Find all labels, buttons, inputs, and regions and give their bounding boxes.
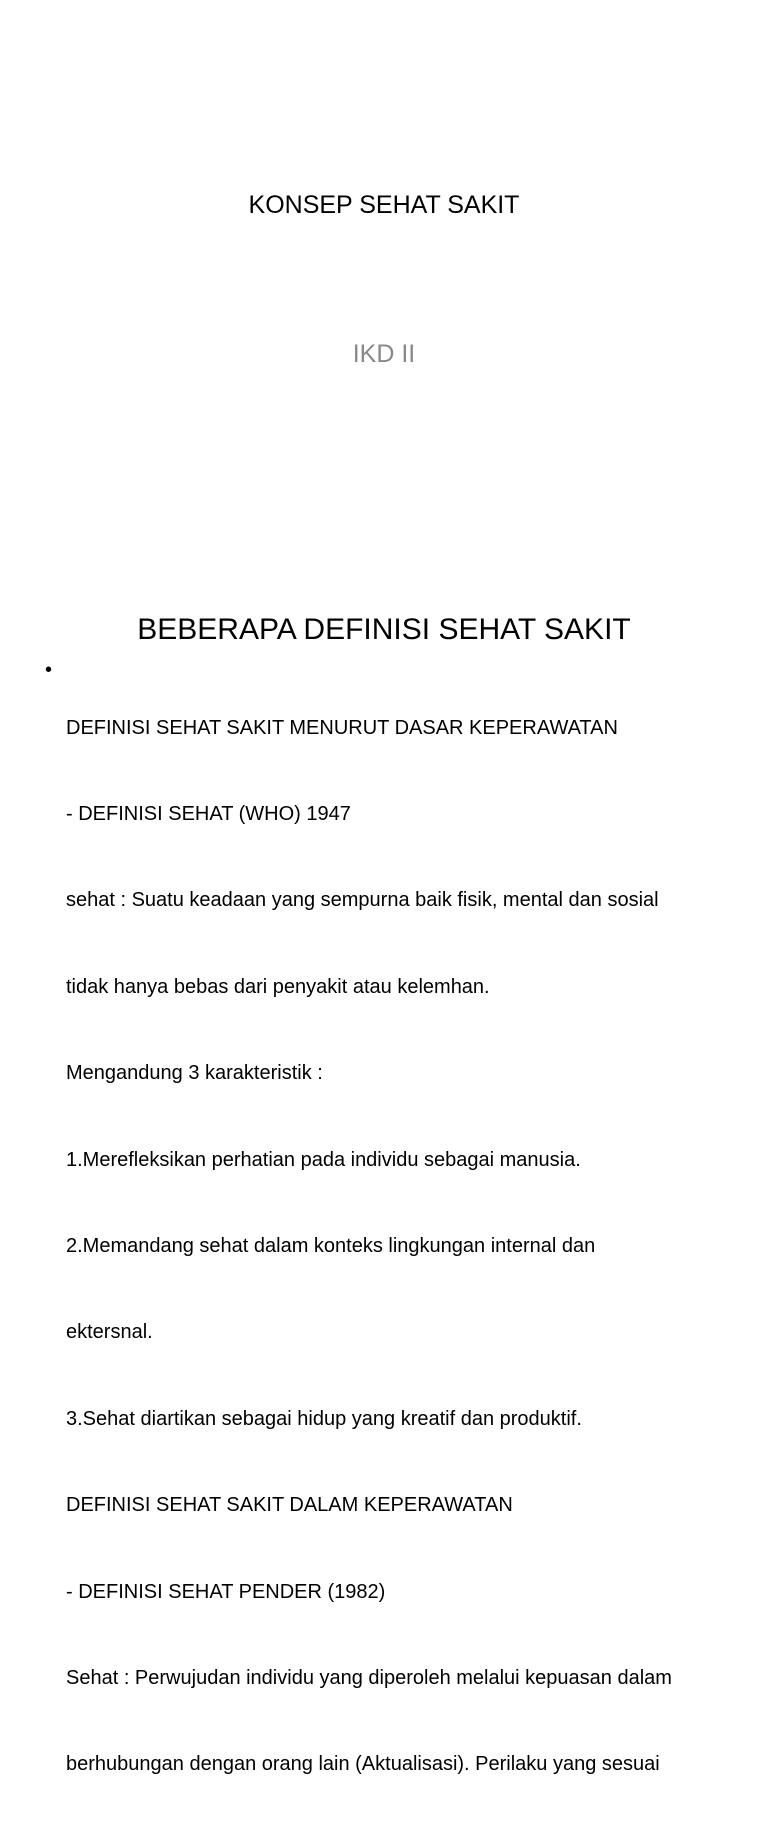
text-line: DEFINISI SEHAT SAKIT MENURUT DASAR KEPERAWATAN [66,716,618,739]
title-slide [0,0,768,576]
bullet-item [45,656,745,1837]
text-line: 1.Merefleksikan perhatian pada individu sebagai manusia. [66,1148,581,1171]
slide-subtitle: IKD II [352,340,416,368]
text-line: Mengandung 3 karakteristik : [66,1062,323,1085]
text-line: ektersnal. [66,1321,153,1344]
content-slide [0,576,768,1776]
bullet-icon: • [45,659,53,681]
text-line: berhubungan dengan orang lain (Aktualisasi). Perilaku yang sesuai [66,1753,660,1776]
text-line: Sehat : Perwujudan individu yang diperoleh melalui kepuasan dalam [66,1666,672,1689]
text-line: tidak hanya bebas dari penyakit atau kelemhan. [66,975,490,998]
text-line: DEFINISI SEHAT SAKIT DALAM KEPERAWATAN [66,1494,513,1517]
text-line: - DEFINISI SEHAT (WHO) 1947 [66,802,351,825]
text-line: sehat : Suatu keadaan yang sempurna baik fisik, mental dan sosial [66,889,659,912]
text-line: - DEFINISI SEHAT PENDER (1982) [66,1580,386,1603]
text-line: 3.Sehat diartikan sebagai hidup yang kreatif dan produktif. [66,1407,582,1430]
slide-title: KONSEP SEHAT SAKIT [248,191,520,219]
slide-body [45,656,745,1837]
slide-title: BEBERAPA DEFINISI SEHAT SAKIT [137,613,631,646]
text-line: 2.Memandang sehat dalam konteks lingkungan internal dan [66,1234,596,1257]
bullet-text [66,656,745,1837]
